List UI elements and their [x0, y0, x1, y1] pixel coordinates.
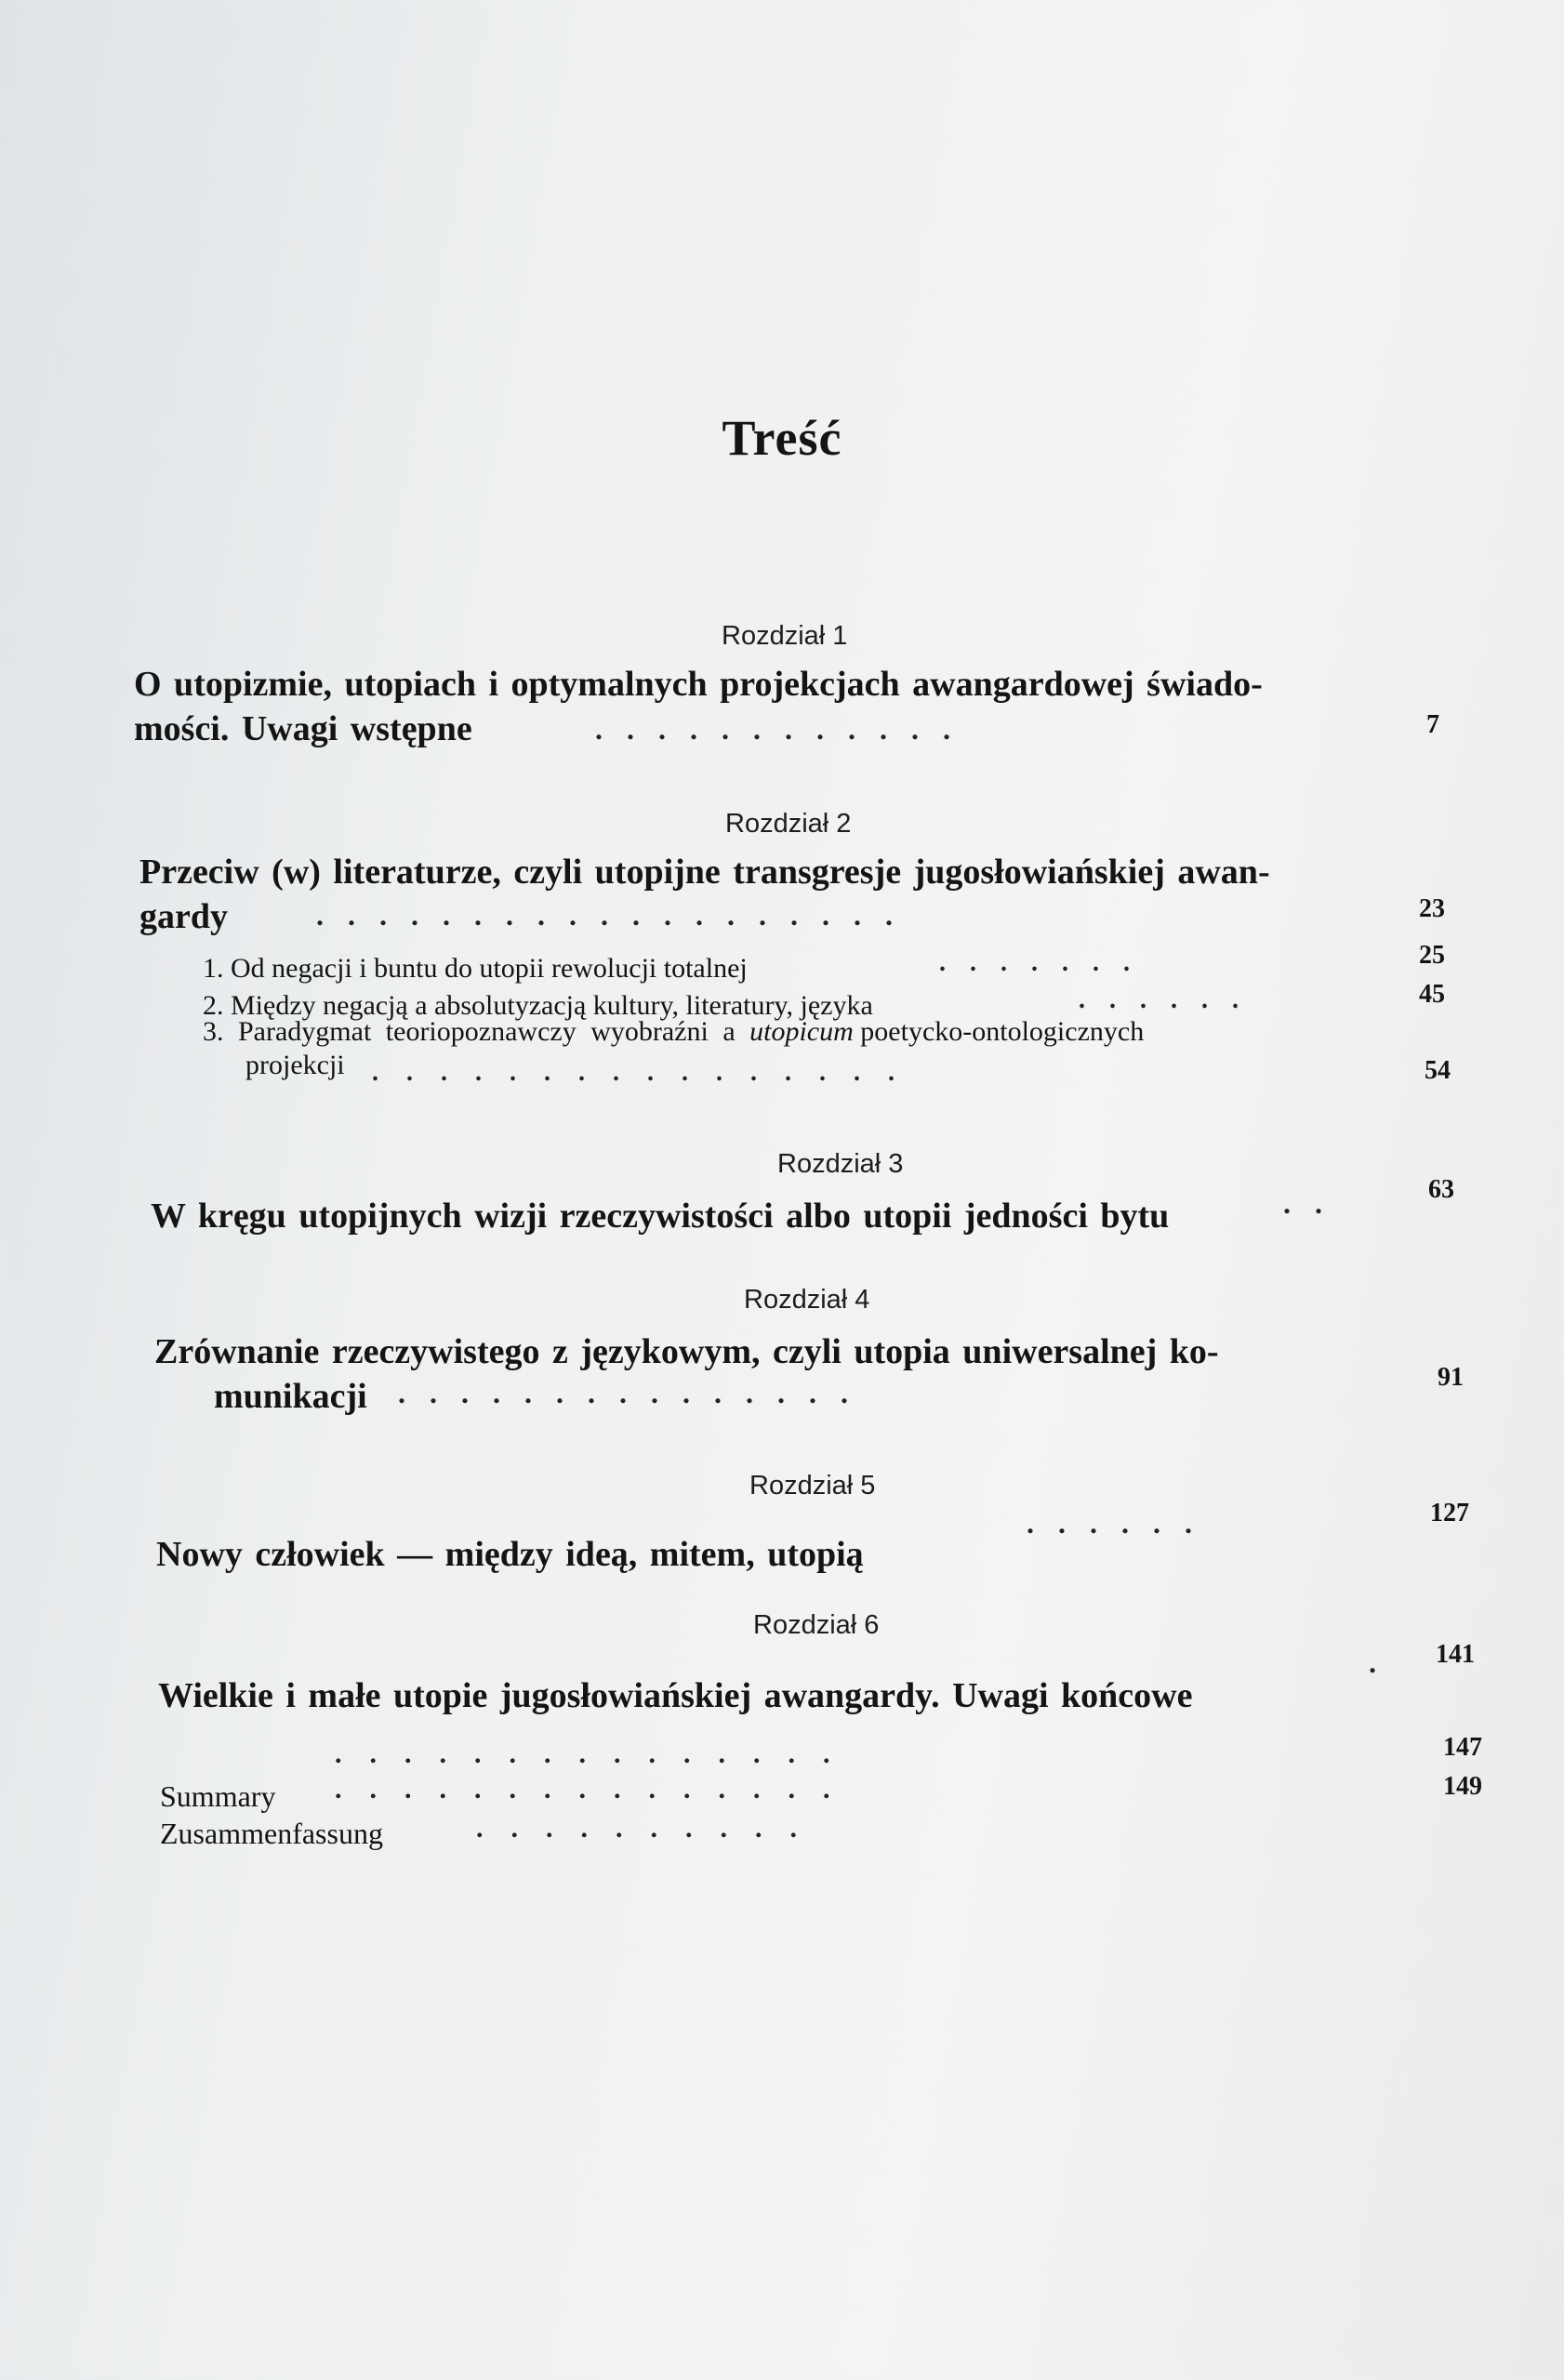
chapter-label: Rozdział 1 [722, 621, 848, 651]
chapter-label: Rozdział 5 [749, 1471, 876, 1501]
chapter-heading: Nowy człowiek — między ideą, mitem, utopią [156, 1535, 864, 1574]
leader-dots: ............ [595, 712, 974, 746]
page-number: 54 [1425, 1056, 1451, 1085]
leader-dots: ............... [398, 1376, 872, 1409]
section-entry: 1. Od negacji i buntu do utopii rewolucji totalnej [203, 953, 748, 984]
leader-dots: ....... [939, 948, 1154, 977]
page-title: Treść [722, 410, 842, 466]
page-number: 23 [1419, 894, 1445, 923]
page-number: 91 [1438, 1363, 1464, 1392]
page-number: 63 [1428, 1175, 1454, 1204]
leader-dots: ............... [335, 1739, 858, 1769]
page-number: 147 [1443, 1733, 1482, 1762]
chapter-label: Rozdział 2 [725, 809, 852, 839]
chapter-heading-line: gardy [139, 897, 228, 936]
page-number: 127 [1430, 1499, 1469, 1527]
chapter-label: Rozdział 6 [753, 1610, 880, 1640]
back-matter-entry: Summary [160, 1779, 276, 1813]
leader-dots: .. [1283, 1186, 1346, 1220]
section-entry: 2. Między negacją a absolutyzacją kultury, literatury, języka [203, 990, 873, 1021]
section-text-italic: utopicum [749, 1016, 854, 1047]
page-number: 7 [1426, 710, 1439, 739]
leader-dots: ...... [1027, 1506, 1216, 1540]
page-number: 25 [1419, 941, 1445, 970]
chapter-heading-line: Przeciw (w) literaturze, czyli utopijne transgresje jugosłowiańskiej awan- [139, 853, 1270, 892]
chapter-heading-line: munikacji [214, 1377, 367, 1416]
section-text-line2: projekcji [245, 1050, 345, 1080]
leader-dots: ................... [316, 898, 917, 932]
chapter-heading: W kręgu utopijnych wizji rzeczywistości albo utopii jedności bytu [151, 1197, 1170, 1236]
section-text: poetycko-ontologicznych [853, 1016, 1145, 1047]
leader-dots: . [1369, 1646, 1400, 1679]
chapter-heading-line: Zrównanie rzeczywistego z językowym, czyli utopia uniwersalnej ko- [154, 1332, 1219, 1371]
leader-dots: ................ [372, 1058, 922, 1087]
leader-dots: .......... [476, 1813, 825, 1844]
chapter-label: Rozdział 3 [777, 1149, 904, 1179]
page-number: 149 [1443, 1772, 1482, 1801]
page-number: 45 [1419, 980, 1445, 1009]
chapter-heading-line: mości. Uwagi wstępne [134, 709, 472, 748]
back-matter-entry: Zusammenfassung [160, 1817, 383, 1850]
leader-dots: ............... [335, 1774, 858, 1805]
leader-dots: ...... [1079, 985, 1263, 1014]
section-text: 3. Paradygmat teoriopoznawczy wyobraźni a [203, 1016, 750, 1047]
page-number: 141 [1436, 1640, 1475, 1669]
chapter-label: Rozdział 4 [744, 1285, 870, 1315]
chapter-heading: Wielkie i małe utopie jugosłowiańskiej awangardy. Uwagi końcowe [158, 1676, 1193, 1715]
chapter-heading-line: O utopizmie, utopiach i optymalnych projekcjach awangardowej świado- [134, 665, 1263, 704]
